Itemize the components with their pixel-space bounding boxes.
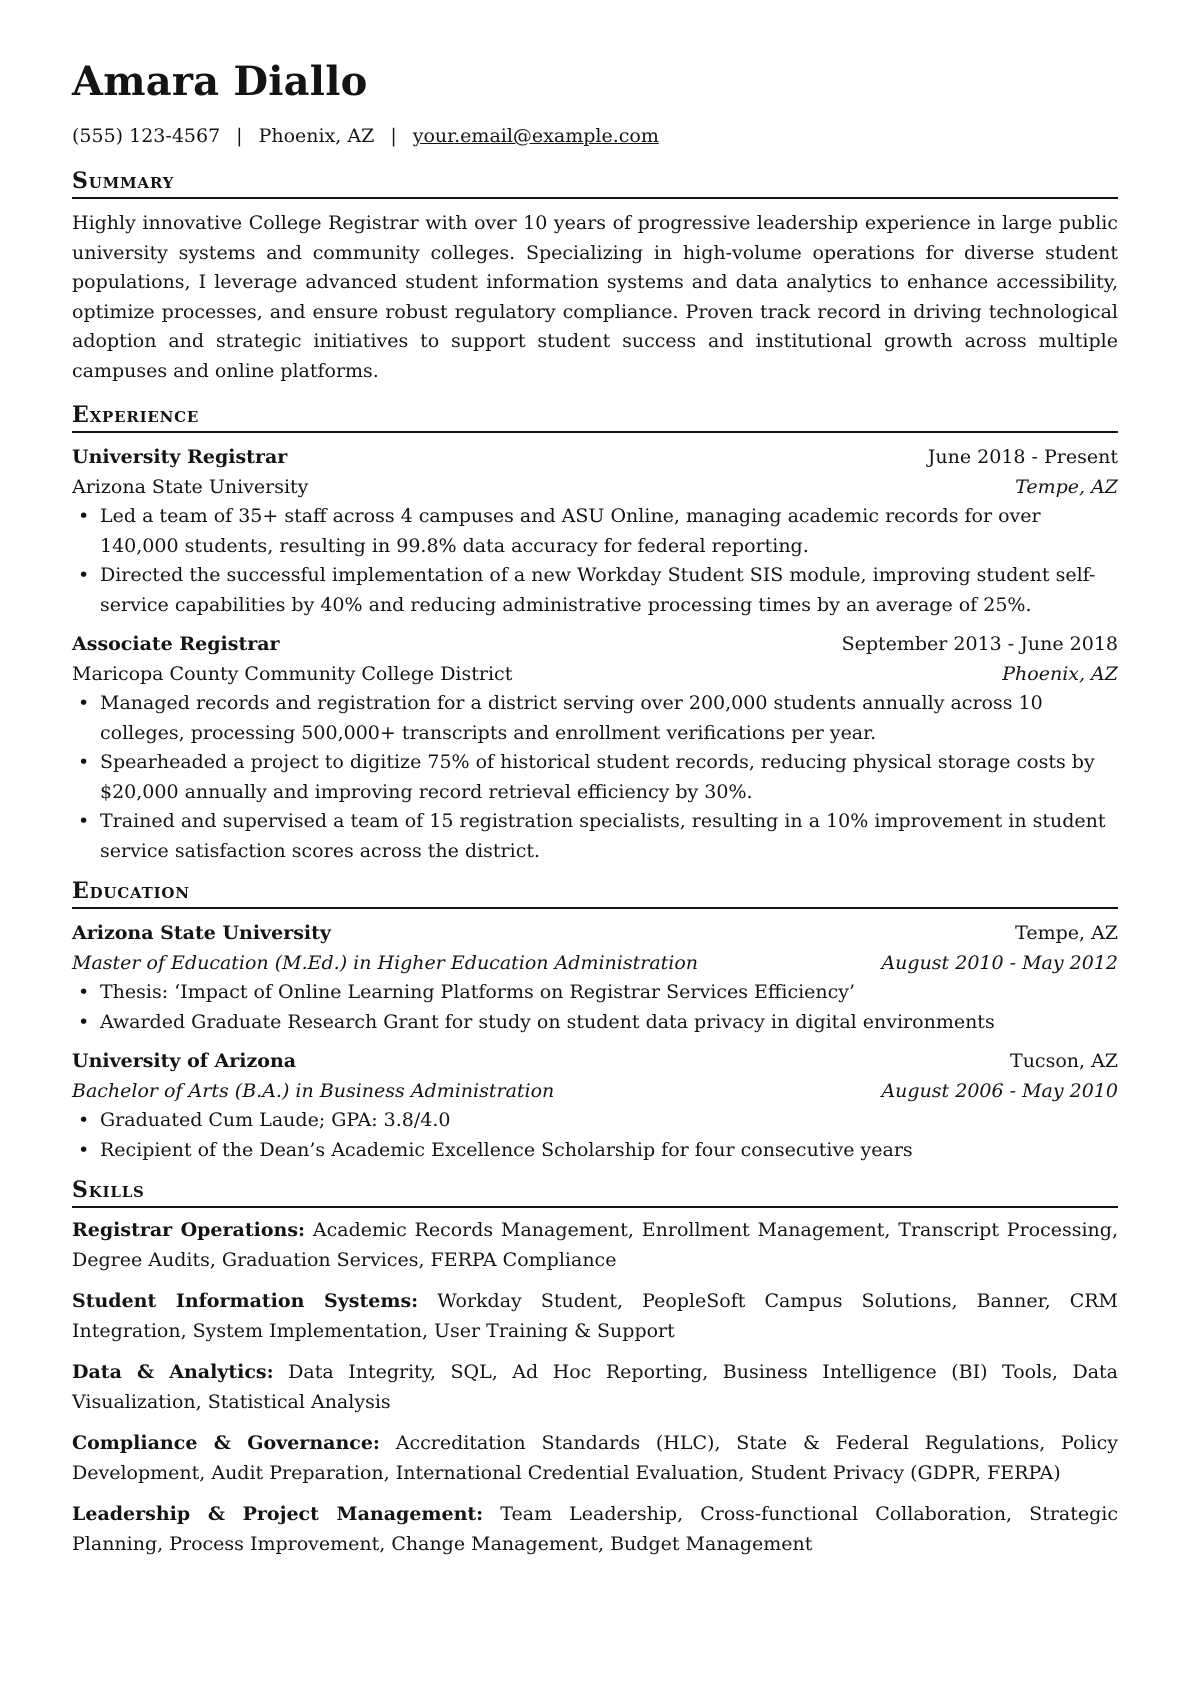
bullet-item: • Thesis: ‘Impact of Online Learning Platforms on Registrar Services Efficiency’ <box>72 978 1118 1008</box>
contact-line <box>72 124 1118 148</box>
bullet-item: • Directed the successful implementation of a new Workday Student SIS module, improving student self-service capabilities by 40% and reducing administrative processing times by an average of 25%. <box>72 561 1118 620</box>
school-name: University of Arizona <box>72 1050 297 1072</box>
section-title-experience: Experience <box>72 402 1118 433</box>
skill-item <box>72 1358 1118 1417</box>
school-location: Tucson, AZ <box>1010 1050 1118 1072</box>
phone-number: (555) 123-4567 <box>72 125 221 147</box>
school-location: Tempe, AZ <box>1015 922 1118 944</box>
education-dates: August 2010 - May 2012 <box>881 951 1118 974</box>
skill-item <box>72 1287 1118 1346</box>
experience-entry <box>72 443 1118 620</box>
education-bullets <box>72 1106 1118 1165</box>
job-location: Phoenix, AZ <box>1002 662 1118 685</box>
contact-separator: | <box>236 125 243 147</box>
employer: Maricopa County Community College District <box>72 662 513 685</box>
email-link[interactable]: your.email@example.com <box>412 125 659 147</box>
job-dates: June 2018 - Present <box>927 446 1118 468</box>
experience-entry <box>72 630 1118 866</box>
bullet-item: • Led a team of 35+ staff across 4 campuses and ASU Online, managing academic records for over 140,000 students, resulting in 99.8% data accuracy for federal reporting. <box>72 502 1118 561</box>
skill-text: Academic Records Management, Enrollment Management, Transcript Processing, Degree Audits, Graduation Services, FERPA Compliance <box>72 1219 1118 1271</box>
skill-item <box>72 1216 1118 1275</box>
bullet-item: • Recipient of the Dean’s Academic Excellence Scholarship for four consecutive years <box>72 1136 1118 1166</box>
employer: Arizona State University <box>72 475 309 498</box>
skill-text: Data Integrity, SQL, Ad Hoc Reporting, Business Intelligence (BI) Tools, Data Visualization, Statistical Analysis <box>72 1361 1119 1413</box>
bullet-item: • Managed records and registration for a district serving over 200,000 students annually across 10 colleges, processing 500,000+ transcripts and enrollment verifications per year. <box>72 689 1118 748</box>
degree: Master of Education (M.Ed.) in Higher Education Administration <box>72 951 699 974</box>
skill-item <box>72 1500 1118 1559</box>
bullet-item: • Graduated Cum Laude; GPA: 3.8/4.0 <box>72 1106 1118 1136</box>
education-entry <box>72 1047 1118 1165</box>
skill-category: Student Information Systems: <box>72 1290 419 1312</box>
candidate-name: Amara Diallo <box>72 58 368 105</box>
location: Phoenix, AZ <box>258 125 375 147</box>
skill-category: Compliance & Governance: <box>72 1432 380 1454</box>
section-title-education: Education <box>72 878 1118 909</box>
school-name: Arizona State University <box>72 922 331 944</box>
skill-text: Workday Student, PeopleSoft Campus Solutions, Banner, CRM Integration, System Implementation, User Training & Support <box>72 1290 1119 1342</box>
job-dates: September 2013 - June 2018 <box>841 633 1118 655</box>
job-bullets <box>72 502 1118 620</box>
bullet-item: • Awarded Graduate Research Grant for study on student data privacy in digital environments <box>72 1008 1118 1038</box>
education-entry <box>72 919 1118 1037</box>
job-bullets <box>72 689 1118 866</box>
skill-text: Accreditation Standards (HLC), State & Federal Regulations, Policy Development, Audit Preparation, International Credential Evaluation, Student Privacy (GDPR, FERPA) <box>72 1432 1119 1484</box>
section-title-summary: Summary <box>72 168 1118 199</box>
skill-category: Leadership & Project Management: <box>72 1503 484 1525</box>
skill-item <box>72 1429 1118 1488</box>
education-dates: August 2006 - May 2010 <box>881 1079 1118 1102</box>
summary-text: Highly innovative College Registrar with over 10 years of progressive leadership experience in large public university systems and community colleges. Specializing in high-volume operations for diverse student populations, I leverage advanced student information systems and data analytics to enhance accessibility, optimize processes, and ensure robust regulatory compliance. Proven track record in driving technological adoption and strategic initiatives to support student success and institutional growth across multiple campuses and online platforms. <box>72 212 1118 382</box>
skill-category: Data & Analytics: <box>72 1361 274 1383</box>
contact-separator: | <box>390 125 397 147</box>
job-title: University Registrar <box>72 446 288 468</box>
degree: Bachelor of Arts (B.A.) in Business Administration <box>72 1079 555 1102</box>
section-title-skills: Skills <box>72 1177 1118 1208</box>
skill-text: Team Leadership, Cross-functional Collaboration, Strategic Planning, Process Improvement, Change Management, Budget Management <box>72 1503 1118 1555</box>
education-bullets <box>72 978 1118 1037</box>
job-title: Associate Registrar <box>72 633 280 655</box>
skills-list <box>72 1216 1118 1559</box>
skill-category: Registrar Operations: <box>72 1219 306 1241</box>
bullet-item: • Trained and supervised a team of 15 registration specialists, resulting in a 10% improvement in student service satisfaction scores across the district. <box>72 807 1118 866</box>
bullet-item: • Spearheaded a project to digitize 75% of historical student records, reducing physical storage costs by $20,000 annually and improving record retrieval efficiency by 30%. <box>72 748 1118 807</box>
job-location: Tempe, AZ <box>1015 475 1118 498</box>
